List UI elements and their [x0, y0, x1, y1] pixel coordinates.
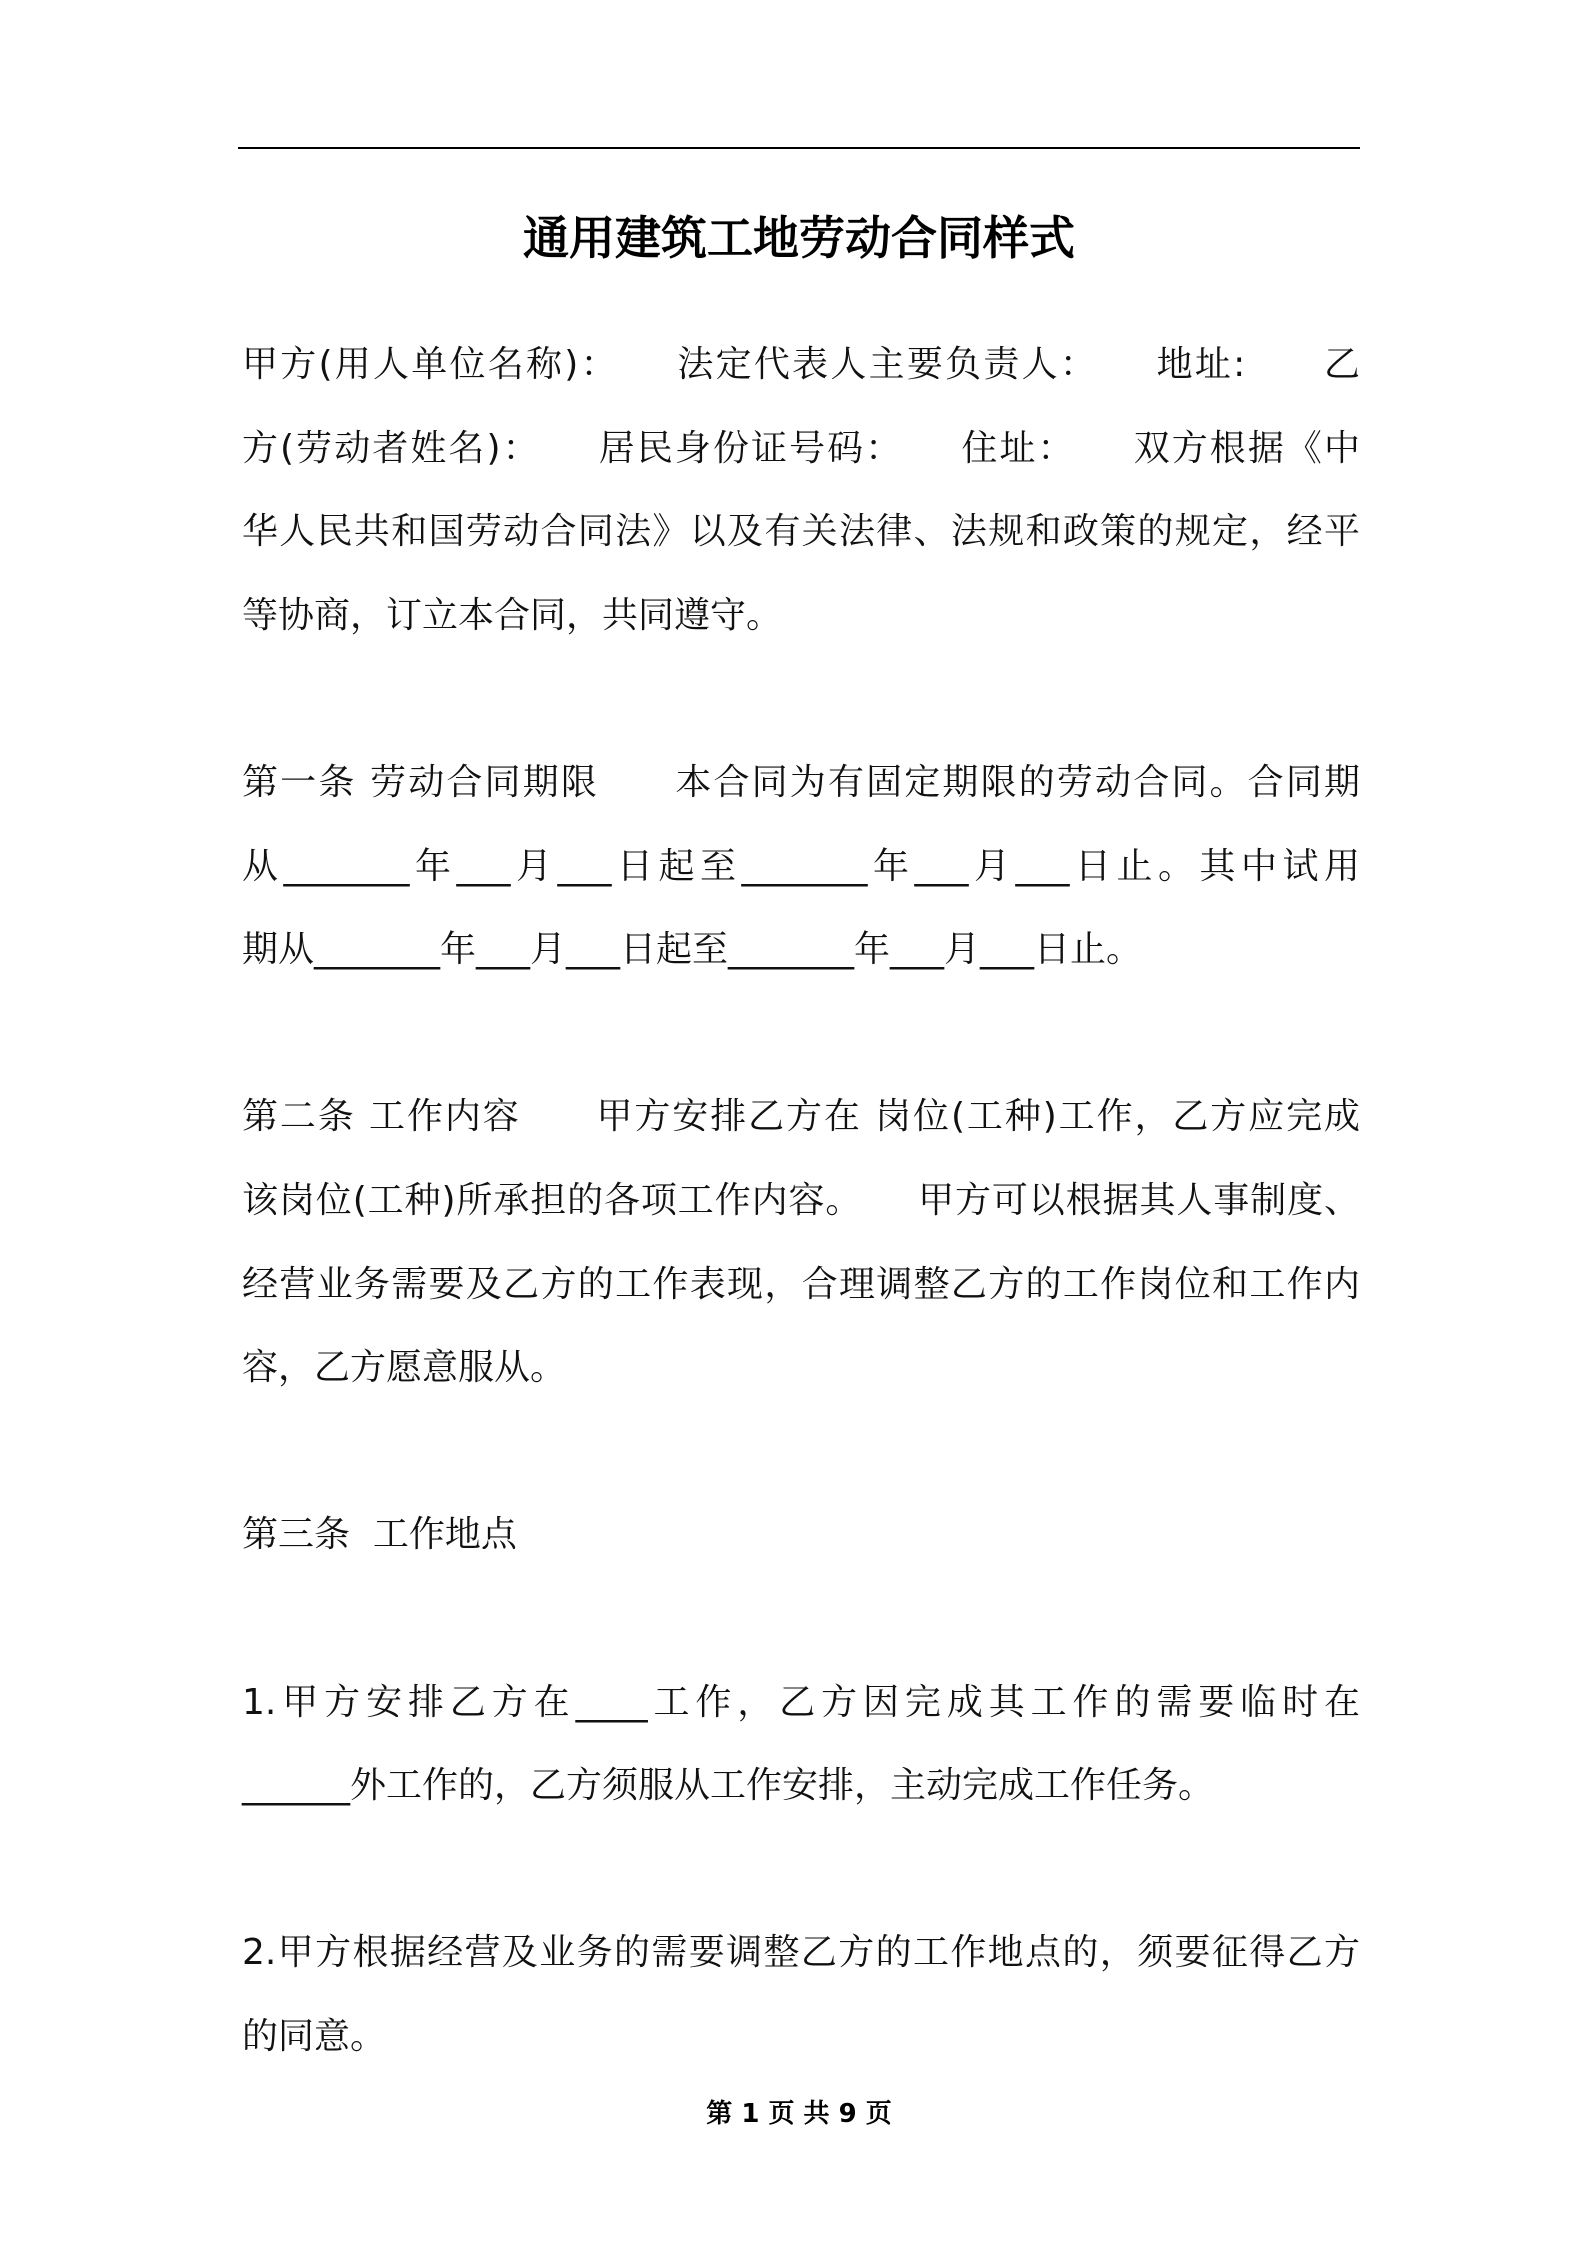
paragraph-line: 等协商，订立本合同，共同遵守。	[242, 594, 783, 636]
document-body	[242, 323, 1360, 2078]
header-rule	[238, 147, 1360, 149]
paragraph-line: 的同意。	[242, 2015, 387, 2057]
paragraph-line: 经营业务需要及乙方的工作表现，合理调整乙方的工作岗位和工作内	[242, 1263, 1360, 1305]
paragraph-intro	[242, 323, 1360, 657]
paragraph-line: 期从_______年___月___日起至_______年___月___日止。	[242, 929, 1143, 971]
paragraph-line: 1.甲方安排乙方在____工作，乙方因完成其工作的需要临时在	[242, 1681, 1360, 1723]
paragraph-line: 容，乙方愿意服从。	[242, 1347, 567, 1389]
section-heading: 第三条 工作地点	[242, 1514, 517, 1556]
paragraph-line: 第一条 劳动合同期限 本合同为有固定期限的劳动合同。合同期	[242, 761, 1360, 803]
page-number-footer: 第 1 页 共 9 页	[706, 2099, 892, 2129]
paragraph-line: ______外工作的，乙方须服从工作安排，主动完成工作任务。	[242, 1765, 1215, 1807]
article-3-clause-1	[242, 1661, 1360, 1828]
article-2-work-content	[242, 1075, 1360, 1409]
article-3-clause-2	[242, 1911, 1360, 2078]
article-3-heading	[242, 1493, 1360, 1577]
document-title: 通用建筑工地劳动合同样式	[523, 211, 1075, 265]
paragraph-line: 第二条 工作内容 甲方安排乙方在 岗位(工种)工作，乙方应完成	[242, 1096, 1360, 1138]
paragraph-line: 2.甲方根据经营及业务的需要调整乙方的工作地点的，须要征得乙方	[242, 1932, 1360, 1974]
article-1-contract-term	[242, 741, 1360, 992]
paragraph-line: 方(劳动者姓名)： 居民身份证号码： 住址： 双方根据《中	[242, 427, 1360, 469]
paragraph-line: 华人民共和国劳动合同法》以及有关法律、法规和政策的规定，经平	[242, 511, 1360, 553]
paragraph-line: 从_______年___月___日起至_______年___月___日止。其中试用	[242, 845, 1360, 887]
paragraph-line: 甲方(用人单位名称)： 法定代表人主要负责人： 地址: 乙	[242, 344, 1360, 385]
paragraph-line: 该岗位(工种)所承担的各项工作内容。 甲方可以根据其人事制度、	[242, 1179, 1360, 1221]
